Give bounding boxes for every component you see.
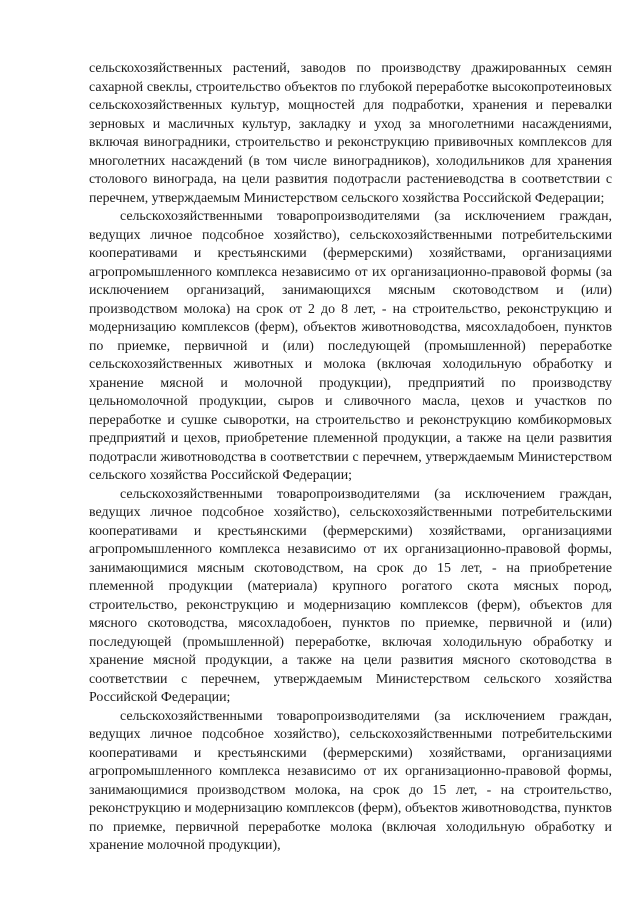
paragraph-plant-growing: сельскохозяйственных растений, заводов по производству дражированных семян сахарной свеклы, строительство объектов по глубокой переработке высокопротеиновых сельскохозяйственных культур, мощностей для подработки, хранения и перевалки зерновых и масличных культур, закладку и уход за многолетними насаждениями, включая виноградники, строительство и реконструкцию прививочных комплексов для многолетних насаждений (в том числе виноградников), холодильников для хранения столового винограда, на цели развития подотрасли растениеводства в соответствии с перечнем, утверждаемым Министерством сельского хозяйства Российской Федерации; [89,61,612,206]
document-page [89,60,612,856]
paragraph-dairy: сельскохозяйственными товаропроизводителями (за исключением граждан, ведущих личное подсобное хозяйство), сельскохозяйственными потребительскими кооперативами и крестьянскими (фермерскими) хозяйствами, организациями агропромышленного комплекса независимо от их организационно-правовой формы, занимающимися производством молока, на срок до 15 лет, - на строительство, реконструкцию и модернизацию комплексов (ферм), объектов животноводства, пунктов по приемке, первичной переработке молока (включая холодильную обработку и хранение молочной продукции), [89,708,612,853]
paragraph-livestock: сельскохозяйственными товаропроизводителями (за исключением граждан, ведущих личное подсобное хозяйство), сельскохозяйственными потребительскими кооперативами и крестьянскими (фермерскими) хозяйствами, организациями агропромышленного комплекса независимо от их организационно-правовой формы (за исключением организаций, занимающихся мясным скотоводством и (или) производством молока) на срок от 2 до 8 лет, - на строительство, реконструкцию и модернизацию комплексов (ферм), объектов животноводства, мясохладобоен, пунктов по приемке, первичной и (или) последующей (промышленной) переработке сельскохозяйственных животных и молока (включая холодильную обработку и хранение мясной и молочной продукции), предприятий по производству цельномолочной продукции, сыров и сливочного масла, цехов и участков по переработке и сушке сыворотки, на строительство и реконструкцию комбикормовых предприятий и цехов, приобретение племенной продукции, а также на цели развития подотрасли животноводства в соответствии с перечнем, утверждаемым Министерством сельского хозяйства Российской Федерации; [89,209,612,483]
paragraph-beef-cattle: сельскохозяйственными товаропроизводителями (за исключением граждан, ведущих личное подсобное хозяйство), сельскохозяйственными потребительскими кооперативами и крестьянскими (фермерскими) хозяйствами, организациями агропромышленного комплекса независимо от их организационно-правовой формы, занимающимися мясным скотоводством, на срок до 15 лет, - на приобретение племенной продукции (материала) крупного рогатого скота мясных пород, строительство, реконструкцию и модернизацию комплексов (ферм), объектов для мясного скотоводства, мясохладобоен, пунктов по приемке, первичной и (или) последующей (промышленной) переработке, включая холодильную обработку и хранение мясной продукции, а также на цели развития мясного скотоводства в соответствии с перечнем, утверждаемым Министерством сельского хозяйства Российской Федерации; [89,486,612,705]
